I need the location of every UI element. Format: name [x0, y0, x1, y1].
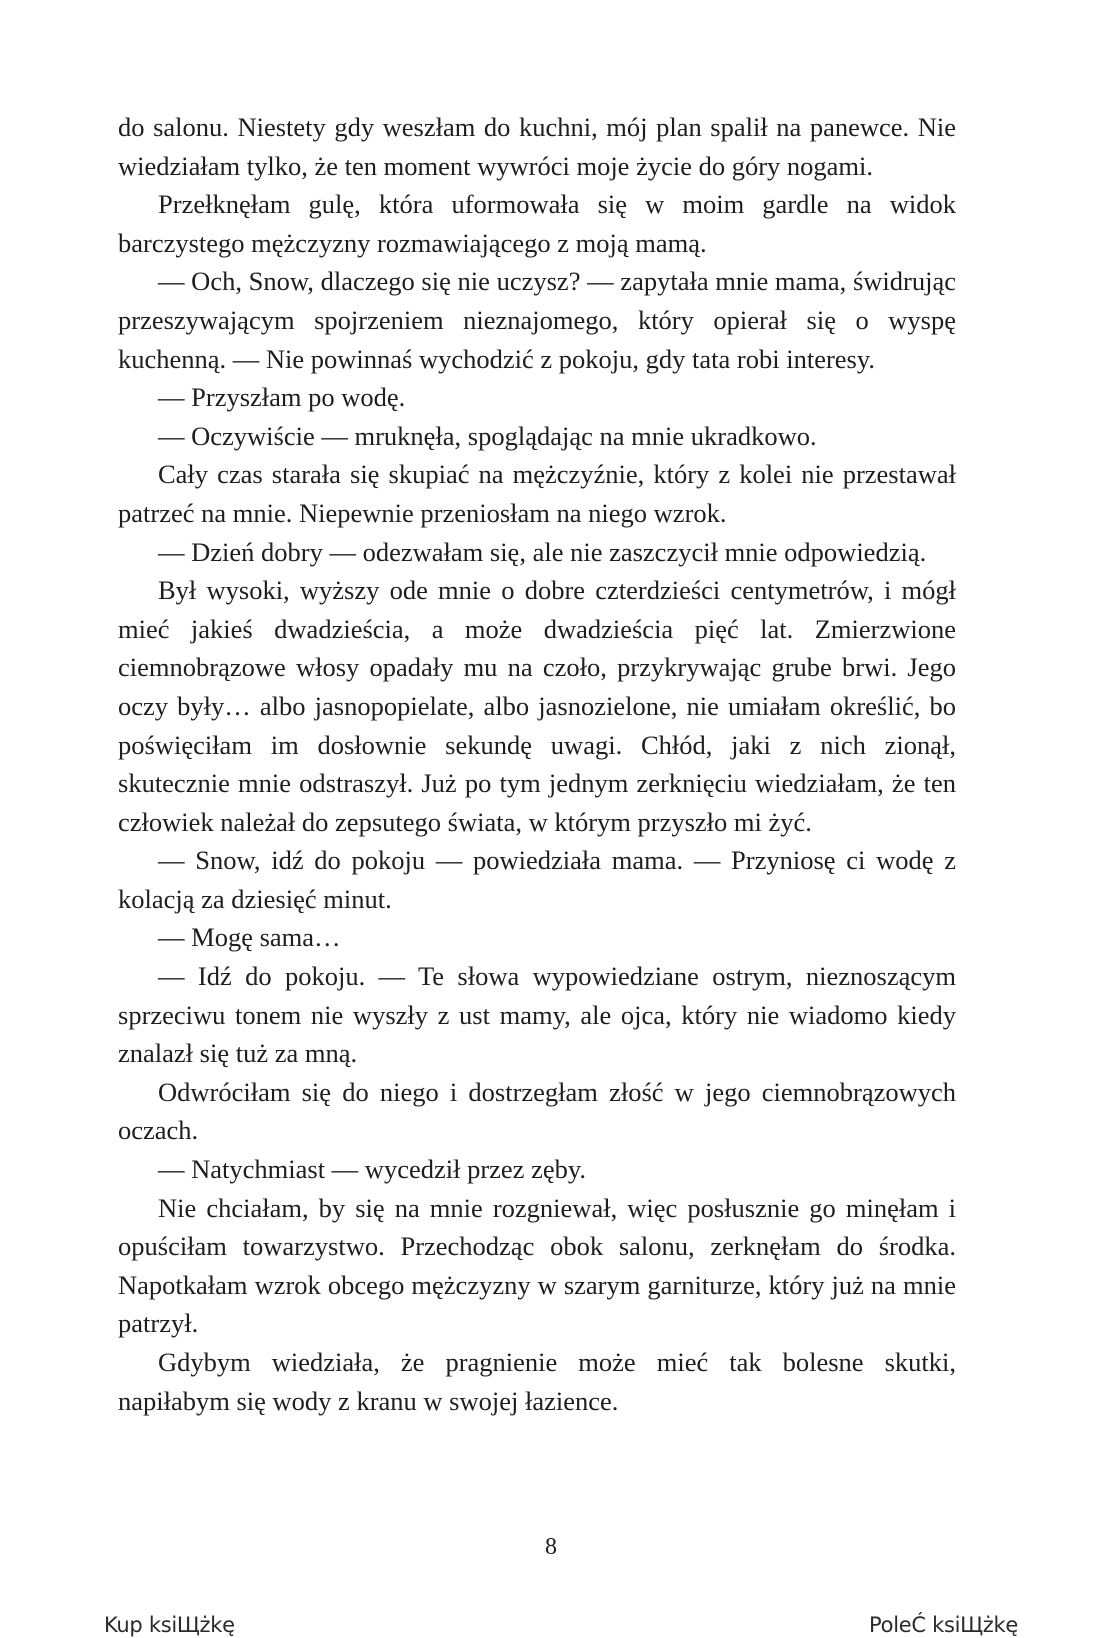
page-body — [118, 108, 956, 1420]
paragraph: — Snow, idź do pokoju — powiedziała mama. — Przyniosę ci wodę z kolacją za dziesięć minut. — [118, 845, 956, 914]
paragraph: Cały czas starała się skupiać na mężczyźnie, który z kolei nie przestawał patrzeć na mnie. Niepewnie przeniosłam na niego wzrok. — [118, 459, 956, 528]
paragraph: Odwróciłam się do niego i dostrzegłam złość w jego ciemnobrązowych oczach. — [118, 1076, 956, 1146]
paragraph: Gdybym wiedziała, że pragnienie może mieć tak bolesne skutki, napiłabym się wody z kranu w swojej łazience. — [118, 1347, 956, 1416]
paragraph: — Dzień dobry — odezwałam się, ale nie zaszczycił mnie odpowiedzią. — [158, 536, 927, 567]
page-number: 8 — [545, 1534, 557, 1560]
recommend-book-link[interactable]: PoleĆ ksiЩżkę — [869, 1613, 1018, 1637]
paragraph: — Och, Snow, dlaczego się nie uczysz? — zapytała mnie mama, świdrując przeszywającym spojrzeniem nieznajomego, który opierał się o wyspę kuchenną. — Nie powinnaś wychodzić z pokoju, gdy tata robi interesy. — [118, 266, 956, 374]
paragraph: — Oczywiście — mruknęła, spoglądając na mnie ukradkowo. — [158, 420, 817, 451]
paragraph: Nie chciałam, by się na mnie rozgniewał, więc posłusznie go minęłam i opuściłam towarzystwo. Przechodząc obok salonu, zerknęłam do środka. Napotkałam wzrok obcego mężczyzny w szarym garniturze, który już na mnie patrzył. — [118, 1192, 956, 1339]
paragraph: — Natychmiast — wycedził przez zęby. — [158, 1154, 586, 1185]
paragraph: Przełknęłam gulę, która uformowała się w moim gardle na widok barczystego mężczyzny rozmawiającego z moją mamą. — [118, 189, 956, 258]
paragraph: — Idź do pokoju. — Te słowa wypowiedziane ostrym, nieznoszącym sprzeciwu tonem nie wyszły z ust mamy, ale ojca, który nie wiadomo kiedy znalazł się tuż za mną. — [118, 961, 956, 1069]
buy-book-link[interactable]: Kup ksiЩżkę — [104, 1613, 235, 1637]
paragraph: Był wysoki, wyższy ode mnie o dobre czterdzieści centymetrów, i mógł mieć jakieś dwadzieścia, a może dwadzieścia pięć lat. Zmierzwione ciemnobrązowe włosy opadały mu na czoło, przykrywając grube brwi. Jego oczy były… albo jasnopopielate, albo jasnozielone, nie umiałam określić, bo poświęciłam im dosłownie sekundę uwagi. Chłód, jaki z nich zionął, skutecznie mnie odstraszył. Już po tym jednym zerknięciu wiedziałam, że ten człowiek należał do zepsutego świata, w którym przyszło mi żyć. — [118, 575, 956, 837]
paragraph: — Mogę sama… — [158, 922, 341, 953]
paragraph: — Przyszłam po wodę. — [158, 382, 406, 413]
paragraph: do salonu. Niestety gdy weszłam do kuchni, mój plan spalił na panewce. Nie wiedziałam tylko, że ten moment wywróci moje życie do góry nogami. — [118, 112, 956, 181]
